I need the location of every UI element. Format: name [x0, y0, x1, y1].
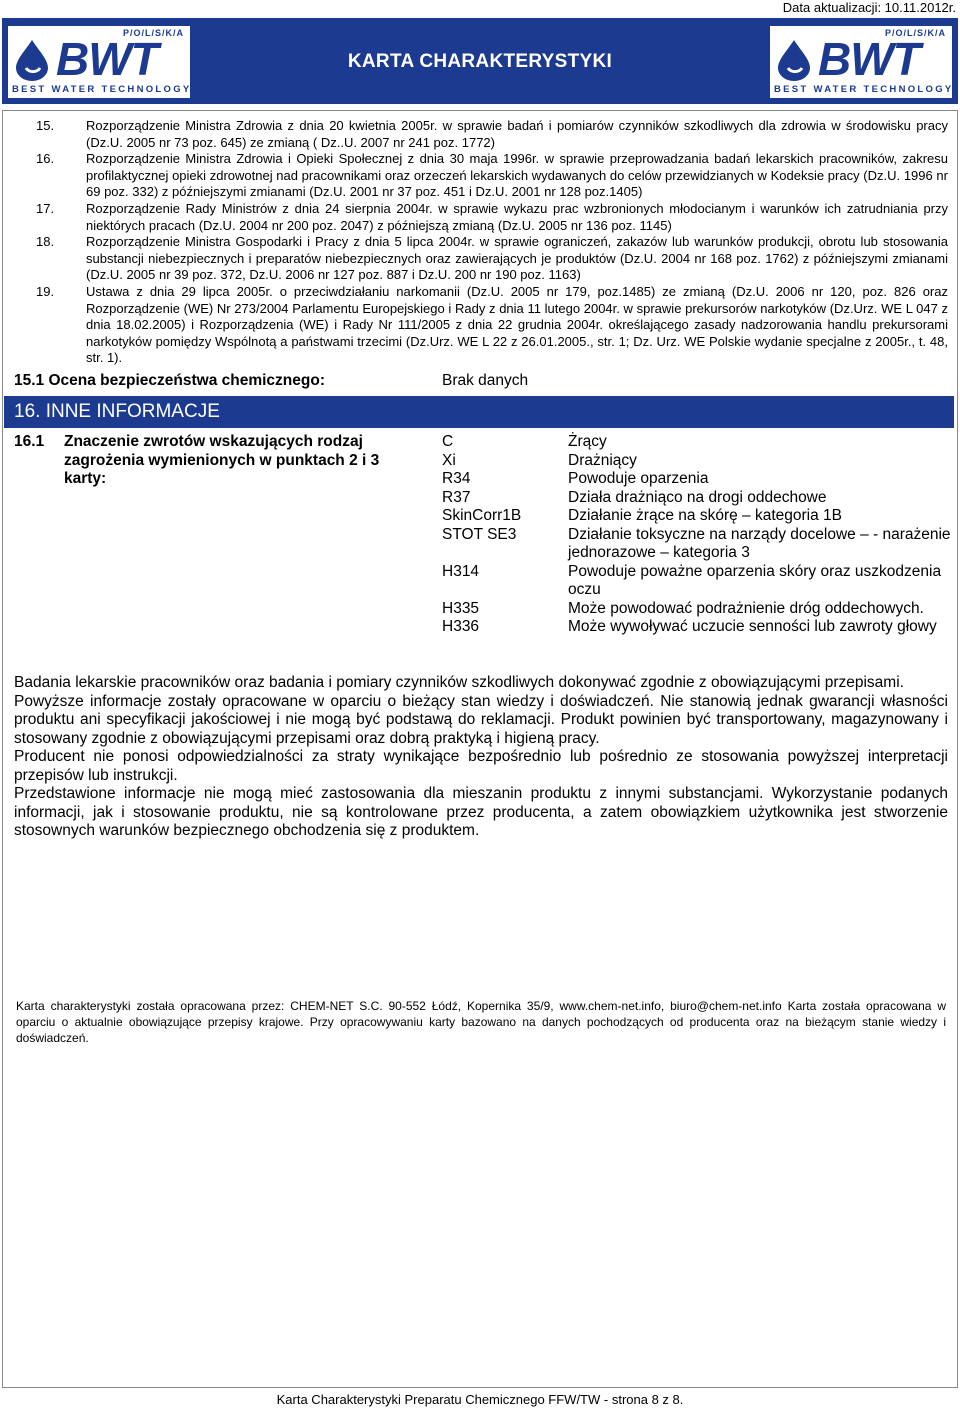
- section-value: Brak danych: [442, 372, 529, 389]
- logo-country: P/O/L/S/K/A: [884, 28, 946, 38]
- additional-info-paragraphs: [14, 674, 948, 841]
- hazard-code-row: H335 Może powodować podrażnienie dróg oddechowych.: [442, 599, 924, 617]
- hazard-code-row: Xi Drażniący: [442, 451, 637, 469]
- regulation-item: 18. Rozporządzenie Ministra Gospodarki i Pracy z dnia 5 lipca 2004r. w sprawie ograniczeń, zakazów lub warunków produkcji, obrotu lub stosowania substancji niebezpiecznych i preparatów niebezpiecznych oraz zawierających je produktów (Dz.U. 2004 nr 168 poz. 1762) z późniejszymi zmianami (Dz.U. 2005 nr 39 poz. 372, Dz.U. 2006 nr 127 poz. 887 i Dz.U. 200 nr 190 poz. 1163): [36, 234, 948, 283]
- section-15-1: [14, 372, 954, 394]
- page-footer: Karta Charakterystyki Preparatu Chemicznego FFW/TW - strona 8 z 8.: [276, 1392, 684, 1407]
- regulation-item: 17. Rozporządzenie Rady Ministrów z dnia 24 sierpnia 2004r. w sprawie wykazu prac wzbronionych młodocianym i warunków ich zatrudniania przy niektórych pracach (Dz.U. 2004 nr 200 poz. 2047) z późniejszą zmianą (Dz.U. 2005 nr 136 poz. 1145): [36, 200, 948, 233]
- logo-tagline: BEST WATER TECHNOLOGY: [12, 84, 192, 95]
- hazard-code-row: R34 Powoduje oparzenia: [442, 470, 709, 487]
- logo-country: P/O/L/S/K/A: [122, 28, 184, 38]
- regulation-item: 19. Ustawa z dnia 29 lipca 2005r. o przeciwdziałaniu narkomanii (Dz.U. 2005 nr 179, poz.1485) ze zmianą (Dz.U. 2006 nr 120, poz. 826 oraz Rozporządzenie (WE) Nr 273/2004 Parlamentu Europejskiego i Rady z dnia 11 lutego 2004r. w sprawie prekursorów narkotyków (Dz.Urz. WE L 047 z dnia 18.02.2005) i Rozporządzenia (WE) i Rady Nr 111/2005 z dnia 22 grudnia 2004r. określającego zasady nadzorowania handlu prekursorami narkotyków pomiędzy Wspólnotą a państwami trzecimi (Dz.Urz. WE L 22 z 26.01.2005., str. 1; Dz. Urz. WE Polskie wydanie specjalne z 2005r., t. 48, str. 1).: [36, 283, 948, 366]
- hazard-code-row: H314 Powoduje poważne oparzenia skóry oraz uszkodzenia oczu: [442, 562, 942, 598]
- hazard-code-row: SkinCorr1B Działanie żrące na skórę – kategoria 1B: [442, 507, 842, 524]
- paragraph: Przedstawione informacje nie mogą mieć zastosowania dla mieszanin produktu z innymi substancjami. Wykorzystanie podanych informacji, jak i stosowanie produktu, nie są kontrolowane przez producenta, a zatem obowiązkiem użytkownika jest stworzenie stosownych warunków bezpiecznego obchodzenia się z produktem.: [14, 785, 948, 839]
- paragraph: Badania lekarskie pracowników oraz badania i pomiary czynników szkodliwych dokonywać zgodnie z obowiązującymi przepisami.: [14, 674, 904, 691]
- section-label: 15.1 Ocena bezpieczeństwa chemicznego:: [14, 372, 325, 389]
- regulation-item: 15. Rozporządzenie Ministra Zdrowia z dnia 20 kwietnia 2005r. w sprawie badań i pomiarów czynników szkodliwych dla zdrowia w środowisku pracy (Dz.U. 2005 nr 73 poz. 645) ze zmianą ( Dz..U. 2007 nr 241 poz. 1772): [36, 118, 948, 150]
- hazard-code-row: STOT SE3 Działanie toksyczne na narządy docelowe – - narażenie jednorazowe – kategoria 3: [442, 525, 951, 561]
- water-drop-icon: [774, 38, 814, 82]
- regulation-list: [20, 118, 948, 367]
- regulation-item: 16. Rozporządzenie Ministra Zdrowia i Opieki Społecznej z dnia 30 maja 1996r. w sprawie przeprowadzania badań lekarskich pracowników, zakresu profilaktycznej opieki zdrowotnej nad pracownikami oraz orzeczeń lekarskich wydawanych do celów przewidzianych w Kodeksie pracy (Dz.U. 1996 nr 69 poz. 332) z późniejszymi zmianami (Dz.U. 2001 nr 37 poz. 451 i Dz.U. 2001 nr 128 poz.1405): [36, 151, 948, 200]
- hazard-code-list: [442, 433, 952, 637]
- hazard-code-row: R37 Działa drażniąco na drogi oddechowe: [442, 488, 827, 506]
- section-label: Znaczenie zwrotów wskazujących rodzaj zagrożenia wymienionych w punktach 2 i 3 karty:: [64, 433, 380, 487]
- document-title: KARTA CHARAKTERYSTYKI: [347, 51, 613, 72]
- document-header: [2, 18, 958, 104]
- logo-wordmark: BWT: [56, 33, 158, 85]
- section-number: 16.1: [14, 433, 45, 450]
- paragraph: Producent nie ponosi odpowiedzialności za straty wynikające bezpośrednio lub pośrednio ze stosowania powyższej interpretacji przepisów lub instrukcji.: [14, 748, 948, 784]
- paragraph: Powyższe informacje zostały opracowane w oparciu o bieżący stan wiedzy i doświadczeń. Nie stanowią jednak gwarancji własności produktu ani specyfikacji jakościowej i nie mogą być podstawą do reklamacji. Produkt powinien być transportowany, magazynowany i stosowany zgodnie z obowiązującymi przepisami oraz dobrą praktyką i higieną pracy.: [14, 692, 948, 747]
- logo-wordmark: BWT: [818, 33, 920, 85]
- hazard-code-row: H336 Może wywoływać uczucie senności lub zawroty głowy: [442, 618, 937, 635]
- section-title: 16. INNE INFORMACJE: [14, 401, 220, 422]
- section-16-header: [4, 396, 954, 428]
- update-date: Data aktualizacji: 10.11.2012r.: [782, 0, 956, 15]
- prepared-by-note: Karta charakterystyki została opracowana przez: CHEM-NET S.C. 90-552 Łódź, Kopernika 35/9, www.chem-net.info, biuro@chem-net.info Karta została opracowana w oparciu o aktualnie obowiązujące przepisy krajowe. Przy opracowywaniu karty bazowano na danych pochodzących od producenta oraz na bieżącym stanie wiedzy i doświadczeń.: [16, 999, 946, 1045]
- bwt-logo-right: [770, 26, 952, 98]
- hazard-code-row: C Żrący: [442, 433, 607, 450]
- logo-tagline: BEST WATER TECHNOLOGY: [774, 84, 954, 95]
